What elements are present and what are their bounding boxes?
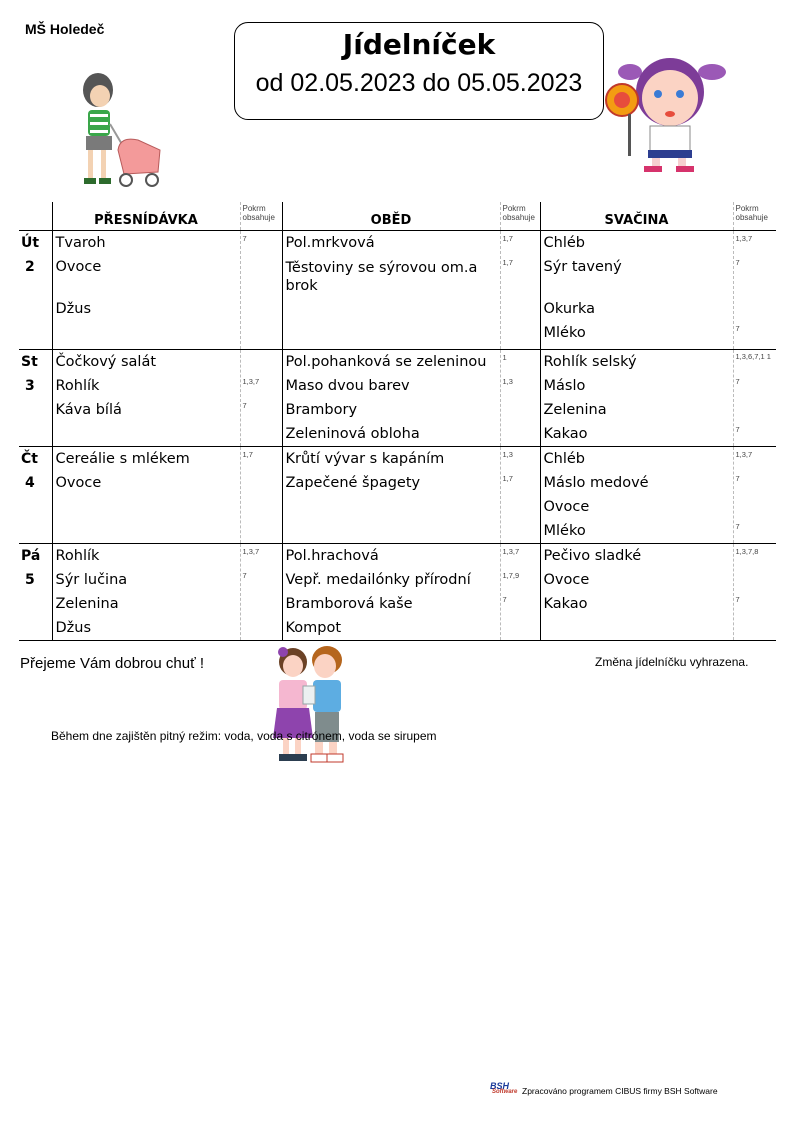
snack-item: Chléb [543,235,585,251]
bsh-logo: BSH Software [490,1081,518,1095]
snack-item: Chléb [543,451,585,467]
lunch-item: Zapečené špagety [285,475,421,491]
snack-item: Zelenina [543,402,607,418]
breakfast-allergen-code [241,422,282,446]
snack-item [541,616,733,640]
snack-allergen-code: 7 [735,425,740,434]
lunch-item [283,301,500,325]
lunch-allergen-code [501,398,540,422]
snack-cell [540,350,733,447]
snack-allergen-code [734,616,777,640]
day-name: Pá [21,548,41,564]
breakfast-item: Cereálie s mlékem [55,451,190,467]
snack-allergen-code: 1,3,6,7,1 1 [735,352,771,361]
snack-cell [540,231,733,350]
snack-allergen-code: 1,3,7 [735,450,753,459]
breakfast-allergen-code: 7 [242,234,247,243]
breakfast-allergen-code [241,495,282,519]
lunch-allergen-code: 1,7,9 [502,571,520,580]
girl-with-pram-illustration [68,68,163,200]
day-cell [19,447,52,544]
snack-allergen-code: 7 [735,258,740,267]
lunch-item [283,325,500,349]
school-name: MŠ Holedeč [25,21,105,37]
page-title: Jídelníček [342,28,496,61]
lunch-cell [282,350,500,447]
breakfast-cell [52,350,240,447]
snack-item: Okurka [543,301,596,317]
day-number: 2 [25,259,35,275]
children-sharing-drink-illustration [271,642,351,766]
day-cell [19,350,52,447]
breakfast-allergen-code [241,255,282,297]
breakfast-item: Tvaroh [55,235,106,251]
day-row [19,231,776,350]
lunch-item: Vepř. medailónky přírodní [285,572,471,588]
lunch-item: Kompot [285,620,342,636]
lunch-allergen-code [501,519,540,543]
breakfast-item: Ovoce [55,259,102,275]
breakfast-allergen-code: 7 [242,401,247,410]
lunch-allergen-code: 1,3,7 [502,547,520,556]
snack-allergen-cell [733,544,776,641]
breakfast-allergen-code [241,519,282,543]
snack-allergen-cell [733,447,776,544]
snack-item: Máslo [543,378,586,394]
breakfast-allergen-code [241,297,282,321]
lunch-allergen-code [501,616,540,640]
breakfast-allergen-cell [240,447,282,544]
day-number: 3 [25,378,35,394]
day-row [19,350,776,447]
snack-item: Ovoce [543,572,590,588]
lunch-allergen-code: 1 [502,353,507,362]
snack-allergen-cell [733,350,776,447]
breakfast-allergen-header: Pokrm obsahuje [240,202,282,231]
day-number: 4 [25,475,35,491]
breakfast-item: Zelenina [55,596,119,612]
breakfast-header: PŘESNÍDÁVKA [94,213,198,228]
day-name: Čt [21,451,38,467]
lunch-allergen-code: 1,3 [502,377,513,386]
lunch-item: Zeleninová obloha [285,426,420,442]
snack-item: Ovoce [543,499,590,515]
menu-change-note: Změna jídelníčku vyhrazena. [595,655,749,669]
snack-allergen-code: 7 [735,474,740,483]
snack-item: Máslo medové [543,475,649,491]
lunch-item [283,519,500,543]
period-range: od 02.05.2023 do 05.05.2023 [255,69,583,97]
lunch-allergen-code: 1,7 [502,234,513,243]
lunch-allergen-cell [500,447,540,544]
lunch-item: Bramborová kaše [285,596,413,612]
snack-allergen-code: 7 [735,522,740,531]
lunch-allergen-code: 1,3 [502,450,513,459]
lunch-item: Těstoviny se sýrovou om.a brok [285,260,478,294]
lunch-item: Brambory [285,402,358,418]
lunch-item: Krůtí vývar s kapáním [285,451,445,467]
lunch-allergen-cell [500,231,540,350]
lunch-allergen-code [501,495,540,519]
lunch-header: OBĚD [370,213,412,228]
lunch-allergen-code: 7 [502,595,507,604]
day-cell [19,231,52,350]
lunch-item: Pol.hrachová [285,548,379,564]
lunch-cell [282,447,500,544]
lunch-allergen-code: 1,7 [502,474,513,483]
snack-cell [540,447,733,544]
menu-table [19,202,776,641]
producer-note: Zpracováno programem CIBUS firmy BSH Software [522,1086,718,1096]
snack-item: Sýr tavený [543,259,622,275]
lunch-cell [282,231,500,350]
snack-allergen-code [734,398,777,422]
enjoy-meal-wish: Přejeme Vám dobrou chuť ! [20,655,205,672]
lunch-allergen-code: 1,7 [502,258,513,267]
breakfast-allergen-cell [240,544,282,641]
snack-item: Kakao [543,596,588,612]
snack-allergen-code: 7 [735,324,740,333]
day-row [19,544,776,641]
day-cell [19,544,52,641]
lunch-item: Pol.pohanková se zeleninou [285,354,487,370]
breakfast-cell [52,447,240,544]
breakfast-item: Džus [55,301,92,317]
snack-allergen-code [734,297,777,321]
breakfast-item [53,495,240,519]
breakfast-item [53,519,240,543]
breakfast-cell [52,231,240,350]
breakfast-allergen-code: 7 [242,571,247,580]
snack-allergen-code [734,568,777,592]
lunch-allergen-code [501,321,540,345]
breakfast-item: Káva bílá [55,402,122,418]
snack-item: Mléko [543,325,586,341]
snack-allergen-code: 7 [735,595,740,604]
breakfast-item: Ovoce [55,475,102,491]
snack-item: Rohlík selský [543,354,637,370]
lunch-allergen-cell [500,350,540,447]
breakfast-allergen-code [241,592,282,616]
breakfast-allergen-code [241,616,282,640]
snack-allergen-code: 1,3,7,8 [735,547,759,556]
lunch-cell [282,544,500,641]
breakfast-item [53,321,240,345]
snack-allergen-code: 1,3,7 [735,234,753,243]
day-name: Út [21,235,40,251]
drinking-regime-note: Během dne zajištěn pitný režim: voda, voda s citrónem, voda se sirupem [51,729,437,743]
lunch-allergen-cell [500,544,540,641]
breakfast-allergen-code [241,471,282,495]
breakfast-cell [52,544,240,641]
day-number: 5 [25,572,35,588]
header-row [19,202,776,231]
day-name: St [21,354,38,370]
breakfast-allergen-code [241,321,282,345]
snack-item: Pečivo sladké [543,548,642,564]
breakfast-item [53,422,240,446]
snack-allergen-cell [733,231,776,350]
lunch-allergen-header: Pokrm obsahuje [500,202,540,231]
lunch-item: Pol.mrkvová [285,235,375,251]
day-row [19,447,776,544]
snack-item: Kakao [543,426,588,442]
breakfast-item: Rohlík [55,548,100,564]
breakfast-item: Čočkový salát [55,354,157,370]
breakfast-allergen-code: 1,3,7 [242,377,260,386]
lunch-allergen-code [501,422,540,446]
snack-header: SVAČINA [604,213,669,228]
girl-with-lollipop-illustration [600,42,732,174]
breakfast-allergen-cell [240,350,282,447]
snack-cell [540,544,733,641]
breakfast-allergen-code: 1,3,7 [242,547,260,556]
breakfast-allergen-code: 1,7 [242,450,253,459]
snack-item: Mléko [543,523,586,539]
snack-allergen-code [734,495,777,519]
snack-allergen-header: Pokrm obsahuje [733,202,776,231]
snack-allergen-code: 7 [735,377,740,386]
lunch-item [283,495,500,519]
breakfast-item: Sýr lučina [55,572,128,588]
day-column-header [19,202,52,231]
breakfast-item: Rohlík [55,378,100,394]
lunch-allergen-code [501,297,540,321]
breakfast-allergen-cell [240,231,282,350]
lunch-item: Maso dvou barev [285,378,410,394]
title-box [234,22,604,120]
breakfast-allergen-code [241,350,282,374]
breakfast-item: Džus [55,620,92,636]
